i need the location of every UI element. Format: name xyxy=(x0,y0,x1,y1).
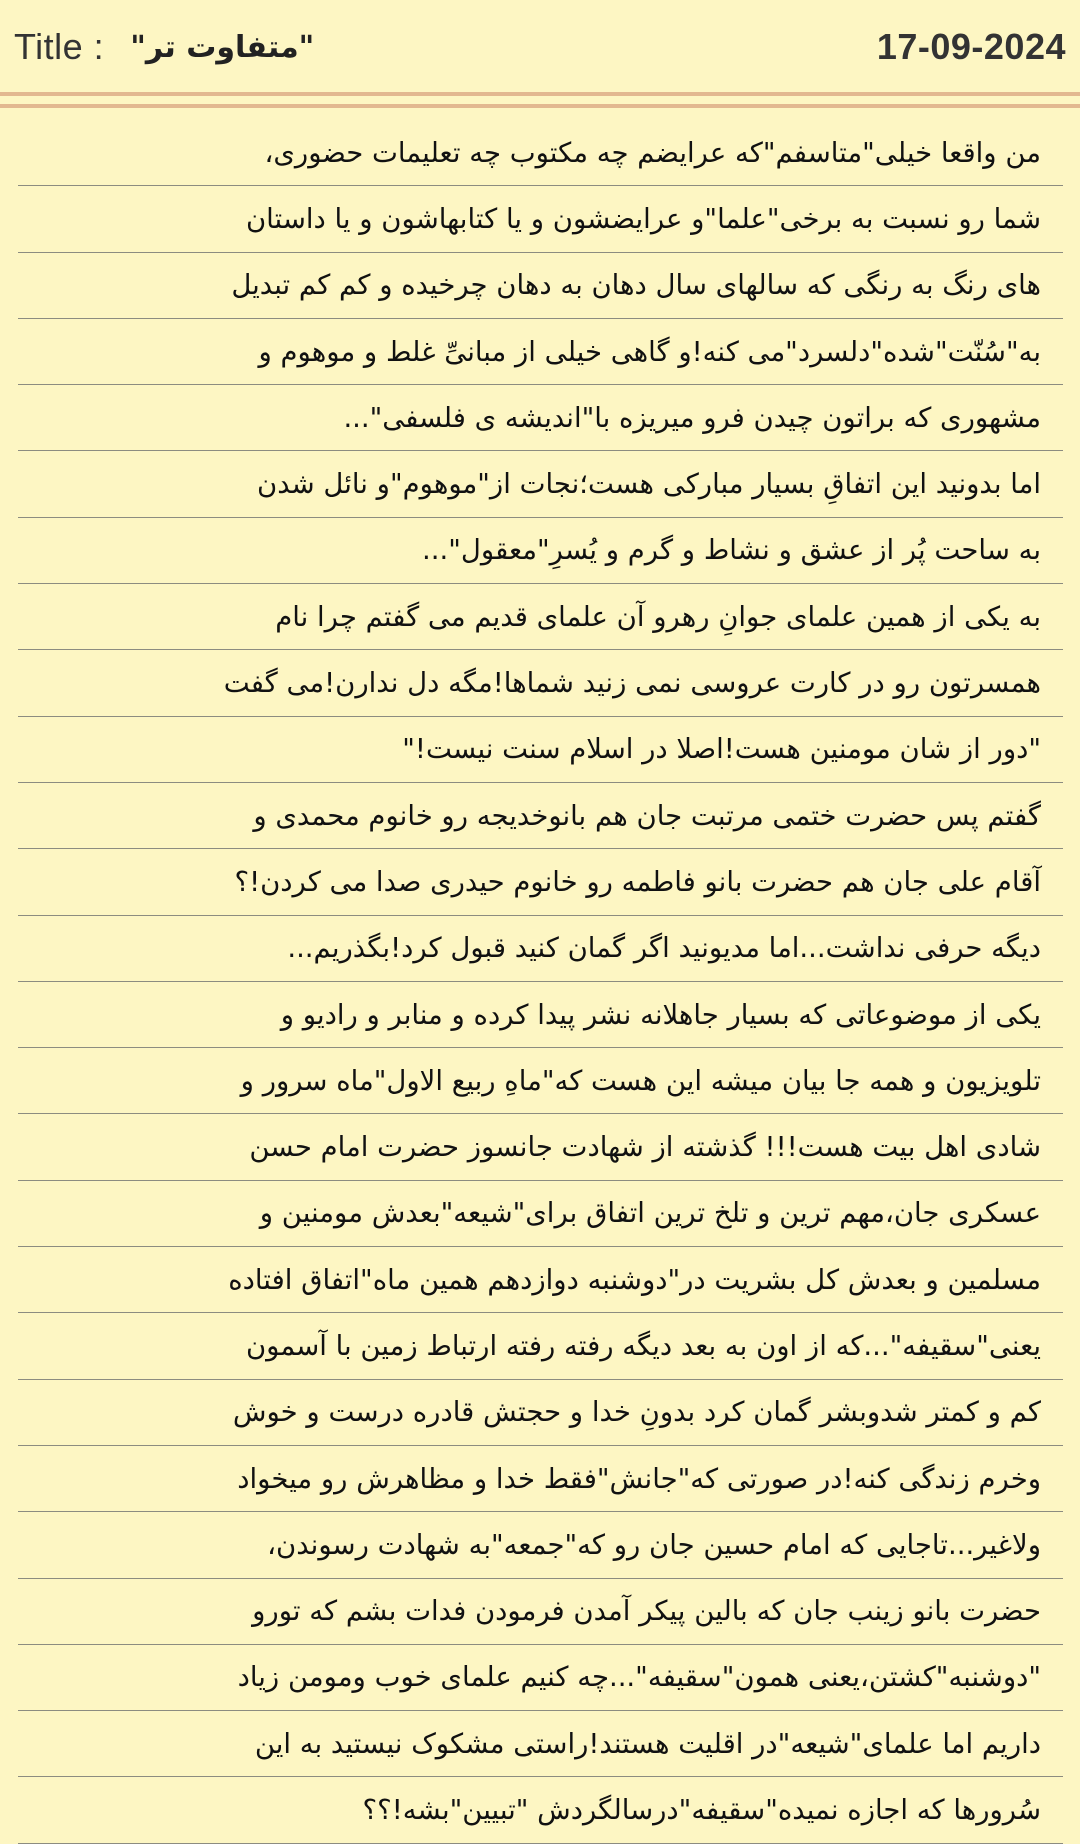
note-line: "دوشنبه"کشتن،یعنی همون"سقیفه"...چه کنیم علمای خوب ومومن زیاد xyxy=(18,1645,1063,1711)
note-title xyxy=(14,22,314,72)
note-line: به یکی از همین علمای جوانِ رهرو آن علمای قدیم می گفتم چرا نام xyxy=(18,584,1063,650)
note-line: یکی از موضوعاتی که بسیار جاهلانه نشر پیدا کرده و منابر و رادیو و xyxy=(18,982,1063,1048)
note-line: آقام علی جان هم حضرت بانو فاطمه رو خانوم حیدری صدا می کردن!؟ xyxy=(18,849,1063,915)
note-line: "دور از شان مومنین هست!اصلا در اسلام سنت نیست!" xyxy=(18,717,1063,783)
title-value[interactable]: "متفاوت تر" xyxy=(130,29,315,65)
note-line: من واقعا خیلی"متاسفم"که عرایضم چه مکتوب چه تعلیمات حضوری، xyxy=(18,120,1063,186)
note-line: حضرت بانو زینب جان که بالین پیکر آمدن فرمودن فدات بشم که تورو xyxy=(18,1579,1063,1645)
note-line: مسلمین و بعدش کل بشریت در"دوشنبه دوازدهم همین ماه"اتفاق افتاده xyxy=(18,1247,1063,1313)
note-date: 17-09-2024 xyxy=(876,26,1066,67)
note-line: ولاغیر...تاجایی که امام حسین جان رو که"جمعه"به شهادت رسوندن، xyxy=(18,1512,1063,1578)
note-header xyxy=(0,0,1080,92)
header-divider-top xyxy=(0,92,1080,96)
note-line: دیگه حرفی نداشت...اما مدیونید اگر گمان کنید قبول کرد!بگذریم... xyxy=(18,916,1063,982)
note-line: تلویزیون و همه جا بیان میشه این هست که"ماهِ ربیع الاول"ماه سرور و xyxy=(18,1048,1063,1114)
note-line: شادی اهل بیت هست!!! گذشته از شهادت جانسوز حضرت امام حسن xyxy=(18,1114,1063,1180)
note-line: یعنی"سقیفه"...که از اون به بعد دیگه رفته رفته ارتباط زمین با آسمون xyxy=(18,1313,1063,1379)
title-label: Title : xyxy=(14,26,105,67)
note-line: همسرتون رو در کارت عروسی نمی زنید شماها!مگه دل ندارن!می گفت xyxy=(18,650,1063,716)
note-line: اما بدونید این اتفاقِ بسیار مبارکی هست؛نجات از"موهوم"و نائل شدن xyxy=(18,451,1063,517)
note-line: شما رو نسبت به برخی"علما"و عرایضشون و یا کتابهاشون و یا داستان xyxy=(18,186,1063,252)
note-body[interactable] xyxy=(18,120,1063,1844)
note-line: گفتم پس حضرت ختمی مرتبت جان هم بانوخدیجه رو خانوم محمدی و xyxy=(18,783,1063,849)
note-line: کم و کمتر شدوبشر گمان کرد بدونِ خدا و حجتش قادره درست و خوش xyxy=(18,1380,1063,1446)
note-line: وخرم زندگی کنه!در صورتی که"جانش"فقط خدا و مظاهرش رو میخواد xyxy=(18,1446,1063,1512)
note-line: مشهوری که براتون چیدن فرو میریزه با"اندیشه ی فلسفی"... xyxy=(18,385,1063,451)
note-line: سُرورها که اجازه نمیده"سقیفه"درسالگردش "تبیین"بشه!؟؟ xyxy=(18,1777,1063,1843)
note-line: داریم اما علمای"شیعه"در اقلیت هستند!راستی مشکوک نیستید به این xyxy=(18,1711,1063,1777)
note-line: به ساحت پُر از عشق و نشاط و گرم و یُسرِ"معقول"... xyxy=(18,518,1063,584)
header-divider-bottom xyxy=(0,104,1080,108)
note-line: عسکری جان،مهم ترین و تلخ ترین اتفاق برای"شیعه"بعدش مومنین و xyxy=(18,1181,1063,1247)
note-line: به"سُنّت"شده"دلسرد"می کنه!و گاهی خیلی از مبانیِّ غلط و موهوم و xyxy=(18,319,1063,385)
note-line: های رنگ به رنگی که سالهای سال دهان به دهان چرخیده و کم کم تبدیل xyxy=(18,253,1063,319)
